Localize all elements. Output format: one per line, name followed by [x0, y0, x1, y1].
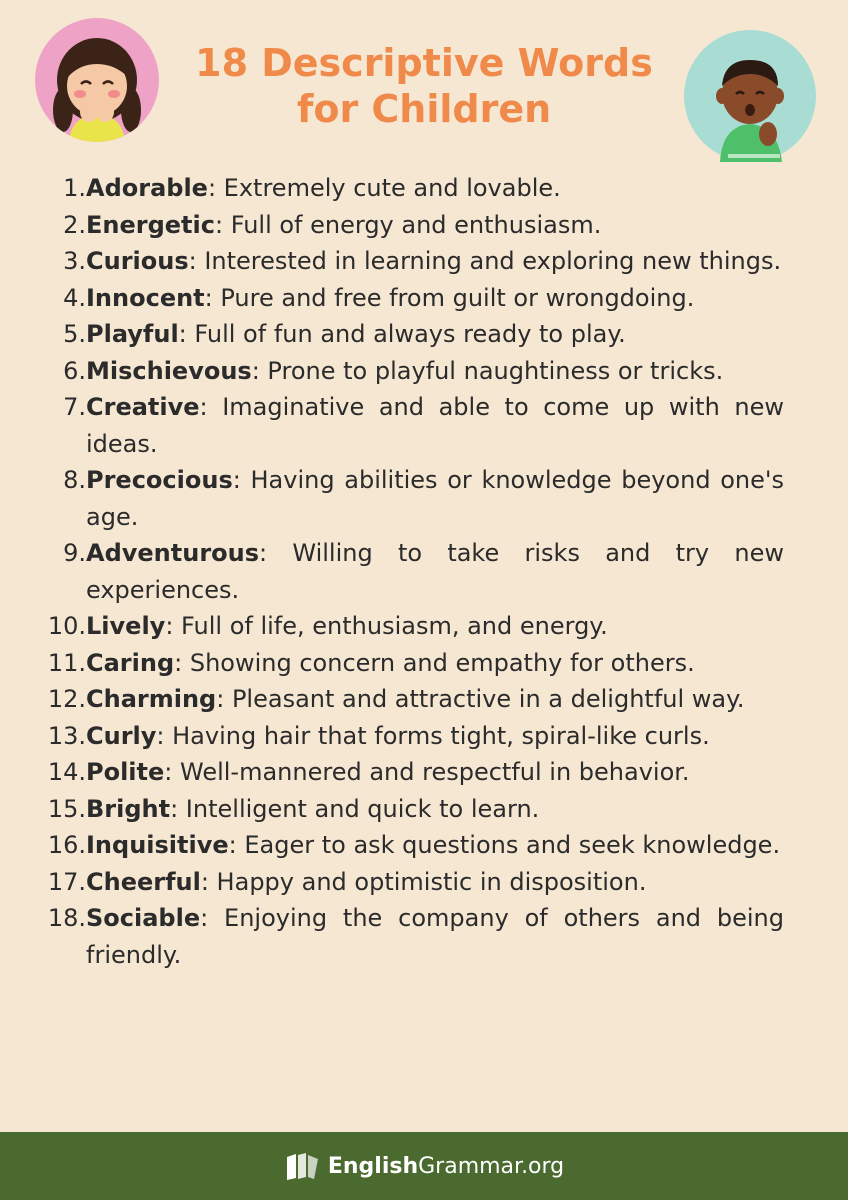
item-definition: : Happy and optimistic in disposition.: [200, 867, 647, 896]
item-definition: : Showing concern and empathy for others.: [174, 648, 695, 677]
list-item: [40, 170, 784, 207]
item-definition: : Pure and free from guilt or wrongdoing.: [204, 283, 695, 312]
item-definition: : Extremely cute and lovable.: [207, 174, 561, 202]
item-number: 3.: [63, 247, 86, 275]
list-item: [40, 645, 784, 682]
item-term: Curly: [86, 721, 157, 750]
list-item: [40, 207, 784, 244]
item-term: Precocious: [86, 466, 233, 494]
item-number: 14.: [47, 758, 86, 786]
item-number: 5.: [63, 320, 86, 348]
item-number: 15.: [47, 794, 86, 823]
item-term: Caring: [86, 648, 175, 677]
item-number: 2.: [63, 210, 86, 239]
list-item: [40, 280, 784, 317]
brand-name-strong: English: [327, 1153, 419, 1179]
item-text: [86, 754, 784, 791]
item-text: [86, 827, 784, 864]
list-item: [40, 608, 784, 645]
item-term: Innocent: [86, 283, 205, 312]
list-item: [40, 900, 784, 973]
list-item: [40, 864, 784, 901]
title-line-1: 18 Descriptive Words: [195, 41, 653, 85]
item-text: [86, 608, 784, 645]
item-number: 13.: [47, 721, 86, 750]
item-text: [86, 864, 784, 901]
item-text: [86, 353, 784, 390]
item-text: [86, 316, 784, 353]
item-text: [86, 462, 784, 535]
item-term: Cheerful: [86, 867, 201, 896]
item-number: 8.: [63, 466, 86, 494]
item-text: [86, 535, 784, 608]
item-definition: : Eager to ask questions and seek knowledge.: [228, 831, 781, 859]
item-text: [86, 791, 784, 828]
list-item: [40, 535, 784, 608]
item-term: Playful: [86, 320, 179, 348]
item-text: [86, 645, 784, 682]
list-item: [40, 243, 784, 280]
item-term: Energetic: [86, 210, 215, 239]
item-definition: : Pleasant and attractive in a delightful way.: [216, 685, 745, 713]
brand-link[interactable]: [284, 1151, 564, 1181]
item-term: Inquisitive: [86, 831, 229, 859]
item-definition: : Intelligent and quick to learn.: [170, 794, 540, 823]
boy-avatar-icon: [684, 30, 816, 162]
list-item: [40, 353, 784, 390]
item-number: 17.: [47, 867, 86, 896]
item-text: [86, 389, 784, 462]
list-item: [40, 791, 784, 828]
brand-name-rest: Grammar.org: [418, 1153, 565, 1179]
item-number: 18.: [47, 904, 86, 932]
item-number: 16.: [47, 831, 86, 859]
title-line-2: for Children: [296, 87, 552, 131]
item-text: [86, 280, 784, 317]
list-item: [40, 718, 784, 755]
item-text: [86, 900, 784, 973]
item-definition: : Full of life, enthusiasm, and energy.: [165, 612, 608, 640]
list-item: [40, 389, 784, 462]
item-term: Mischievous: [86, 356, 252, 385]
footer-bar: [0, 1132, 848, 1200]
item-term: Charming: [86, 685, 217, 713]
item-definition: : Imaginative and able to come up with new ideas.: [86, 393, 784, 458]
item-definition: : Interested in learning and exploring new things.: [188, 247, 782, 275]
item-text: [86, 681, 784, 718]
item-number: 10.: [47, 612, 86, 640]
item-term: Creative: [86, 393, 200, 421]
item-definition: : Having hair that forms tight, spiral-like curls.: [156, 721, 710, 750]
list-item: [40, 462, 784, 535]
item-term: Bright: [86, 794, 171, 823]
item-definition: : Well-mannered and respectful in behavior.: [164, 758, 690, 786]
list-item: [40, 316, 784, 353]
item-text: [86, 243, 784, 280]
item-definition: : Enjoying the company of others and being friendly.: [86, 904, 784, 969]
book-logo-icon: [284, 1151, 322, 1181]
item-text: [86, 207, 784, 244]
item-number: 9.: [63, 539, 86, 567]
item-definition: : Having abilities or knowledge beyond one's age.: [86, 466, 784, 531]
item-definition: : Willing to take risks and try new experiences.: [86, 539, 784, 604]
item-text: [86, 170, 784, 207]
item-number: 1.: [63, 174, 86, 202]
list-item: [40, 827, 784, 864]
item-term: Adorable: [86, 174, 208, 202]
item-term: Polite: [86, 758, 165, 786]
item-definition: : Full of fun and always ready to play.: [178, 320, 626, 348]
item-definition: : Prone to playful naughtiness or tricks.: [251, 356, 724, 385]
item-term: Curious: [86, 247, 189, 275]
item-number: 11.: [47, 648, 86, 677]
item-term: Adventurous: [86, 539, 260, 567]
item-number: 4.: [63, 283, 86, 312]
item-term: Lively: [86, 612, 166, 640]
list-item: [40, 681, 784, 718]
brand-name: [328, 1154, 564, 1179]
item-number: 12.: [47, 685, 86, 713]
item-definition: : Full of energy and enthusiasm.: [214, 210, 602, 239]
item-text: [86, 718, 784, 755]
item-number: 7.: [63, 393, 86, 421]
word-list: [40, 170, 784, 973]
list-item: [40, 754, 784, 791]
item-number: 6.: [63, 356, 86, 385]
item-term: Sociable: [86, 904, 201, 932]
